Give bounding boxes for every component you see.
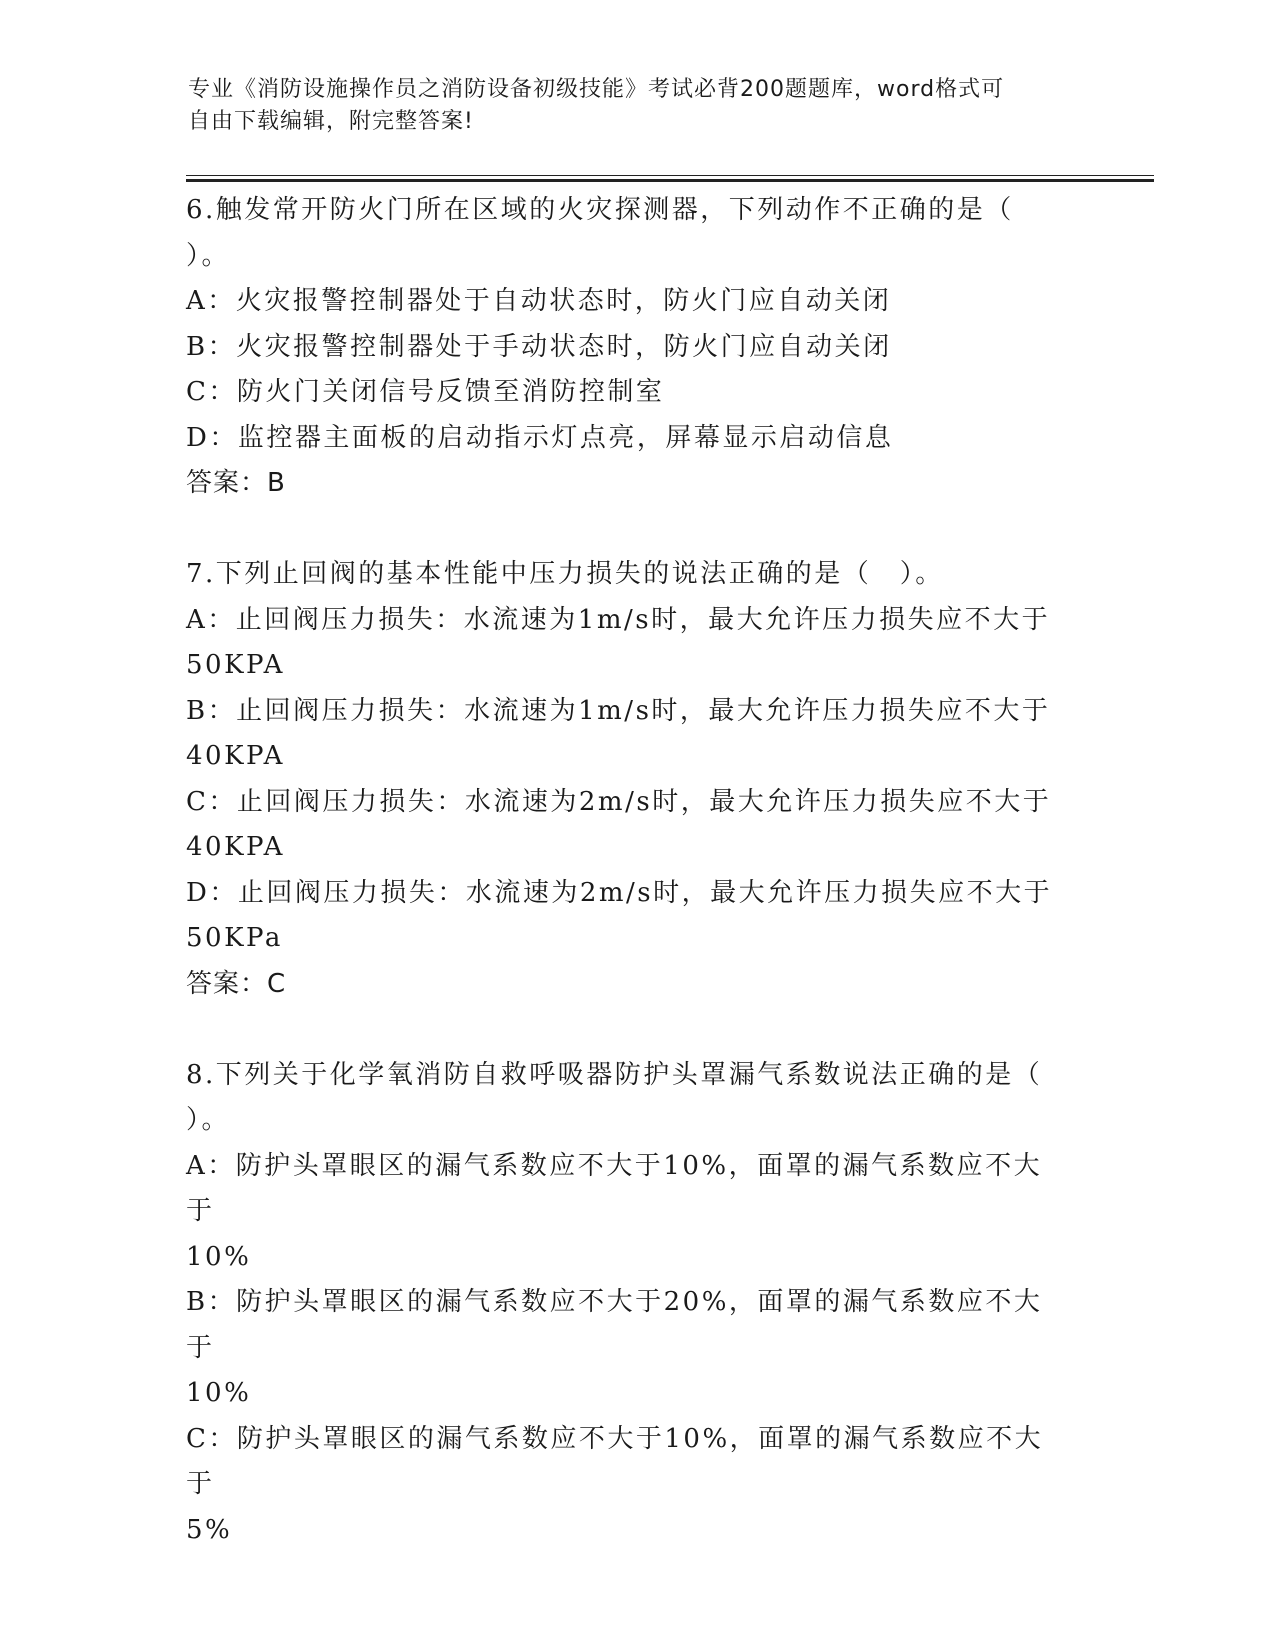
answer-line: 答案：B <box>186 468 286 498</box>
option-line: 40KPA <box>186 832 285 862</box>
question-spacer <box>186 1007 1066 1053</box>
answer-line: 答案：C <box>186 968 287 999</box>
question-stem-line: ）。 <box>186 240 231 271</box>
question-stem-line: 8.下列关于化学氧消防自救呼吸器防护头罩漏气系数说法正确的是（ <box>186 1059 1043 1090</box>
question-block <box>186 1053 1066 1554</box>
option-line: 40KPA <box>186 741 285 771</box>
document-header <box>188 74 1068 138</box>
option-line: 50KPa <box>186 923 283 953</box>
question-spacer <box>186 507 1066 553</box>
question-stem-line: ）。 <box>186 1105 231 1135</box>
question-block <box>186 188 1066 507</box>
option-line: B：止回阀压力损失：水流速为1m/s时，最大允许压力损失应不大于 <box>186 695 1051 726</box>
header-line-2: 自由下载编辑，附完整答案! <box>188 109 474 134</box>
option-line: 5% <box>186 1514 233 1545</box>
header-divider-thick <box>186 179 1154 182</box>
option-line: 10% <box>186 1378 252 1408</box>
option-line: 10% <box>186 1241 252 1272</box>
option-line: A：防护头罩眼区的漏气系数应不大于10%，面罩的漏气系数应不大于 <box>186 1150 1043 1226</box>
header-divider-thin <box>186 175 1154 176</box>
option-line: A：火灾报警控制器处于自动状态时，防火门应自动关闭 <box>186 286 892 316</box>
option-line: 50KPA <box>186 650 285 680</box>
header-line-1: 专业《消防设施操作员之消防设备初级技能》考试必背200题题库，word格式可 <box>188 77 1005 102</box>
question-stem-line: 7.下列止回阀的基本性能中压力损失的说法正确的是（ ）。 <box>186 559 944 589</box>
option-line: D：监控器主面板的启动指示灯点亮，屏幕显示启动信息 <box>186 422 894 453</box>
option-line: B：火灾报警控制器处于手动状态时，防火门应自动关闭 <box>186 331 892 362</box>
option-line: A：止回阀压力损失：水流速为1m/s时，最大允许压力损失应不大于 <box>186 604 1051 635</box>
option-line: B：防护头罩眼区的漏气系数应不大于20%，面罩的漏气系数应不大于 <box>186 1287 1043 1363</box>
option-line: C：防护头罩眼区的漏气系数应不大于10%，面罩的漏气系数应不大于 <box>186 1423 1044 1499</box>
option-line: D：止回阀压力损失：水流速为2m/s时，最大允许压力损失应不大于 <box>186 877 1053 908</box>
option-line: C：防火门关闭信号反馈至消防控制室 <box>186 377 665 407</box>
question-list <box>186 188 1066 1553</box>
question-stem-line: 6.触发常开防火门所在区域的火灾探测器，下列动作不正确的是（ <box>186 195 1014 225</box>
option-line: C：止回阀压力损失：水流速为2m/s时，最大允许压力损失应不大于 <box>186 786 1052 817</box>
question-block <box>186 552 1066 1007</box>
